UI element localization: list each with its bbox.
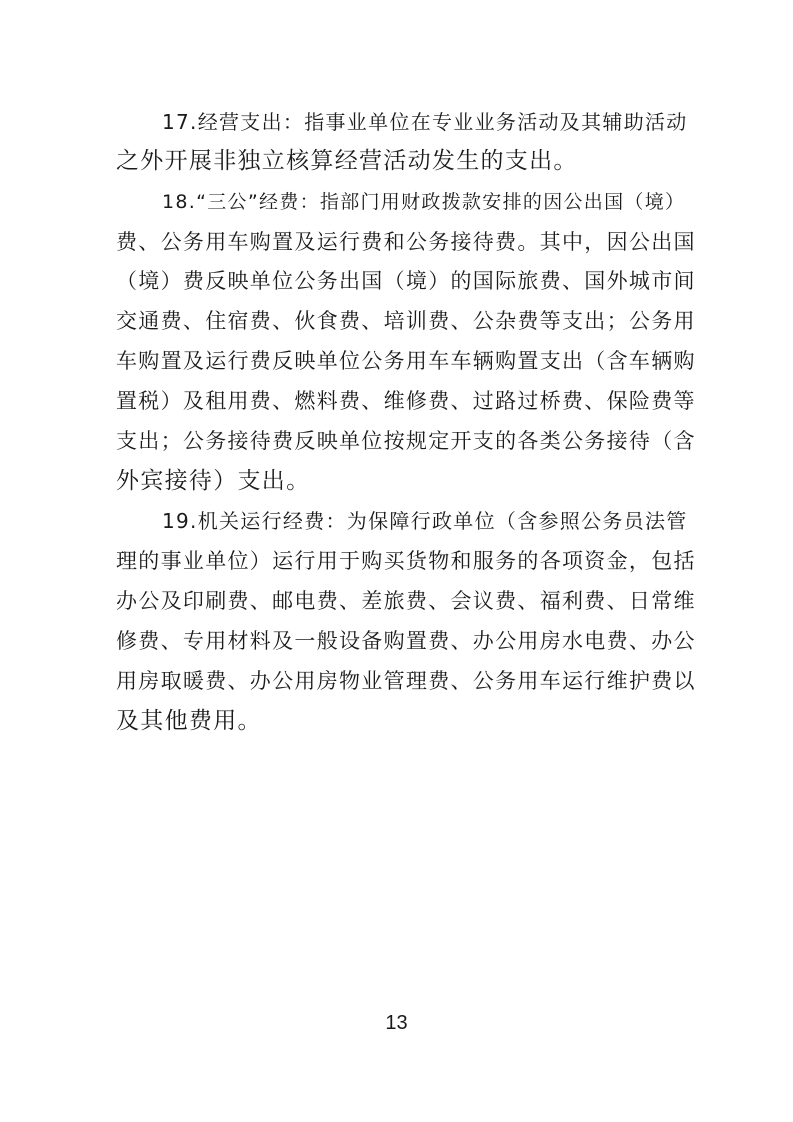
paragraph-18-line-2: 费、公务用车购置及运行费和公务接待费。其中，因公出国 <box>116 230 696 254</box>
paragraph-18-line-8: 外宾接待）支出。 <box>116 468 311 494</box>
paragraph-18-line-7: 支出；公务接待费反映单位按规定开支的各类公务接待（含 <box>116 429 696 453</box>
paragraph-18-line-6: 置税）及租用费、燃料费、维修费、过路过桥费、保险费等 <box>116 389 696 413</box>
paragraph-17-line-1: 17.经营支出：指事业单位在专业业务活动及其辅助活动 <box>162 110 688 134</box>
paragraph-18-line-5: 车购置及运行费反映单位公务用车车辆购置支出（含车辆购 <box>116 349 696 373</box>
paragraph-19-line-6: 及其他费用。 <box>116 708 262 734</box>
paragraph-19-line-1: 19.机关运行经费：为保障行政单位（含参照公务员法管 <box>162 509 688 533</box>
paragraph-18-line-1: 18.“三公”经费：指部门用财政拨款安排的因公出国（境） <box>162 191 686 213</box>
paragraph-17-line-2: 之外开展非独立核算经营活动发生的支出。 <box>116 148 578 174</box>
paragraph-19-line-5: 用房取暖费、办公用房物业管理费、公务用车运行维护费以 <box>116 669 696 693</box>
paragraph-19-line-2: 理的事业单位）运行用于购买货物和服务的各项资金，包括 <box>116 549 696 573</box>
paragraph-18-line-3: （境）费反映单位公务出国（境）的国际旅费、国外城市间 <box>116 269 696 293</box>
paragraph-18-line-4: 交通费、住宿费、伙食费、培训费、公杂费等支出；公务用 <box>116 309 696 333</box>
paragraph-19-line-3: 办公及印刷费、邮电费、差旅费、会议费、福利费、日常维 <box>116 589 696 613</box>
page-number: 13 <box>385 1012 408 1034</box>
paragraph-19-line-4: 修费、专用材料及一般设备购置费、办公用房水电费、办公 <box>116 629 696 653</box>
